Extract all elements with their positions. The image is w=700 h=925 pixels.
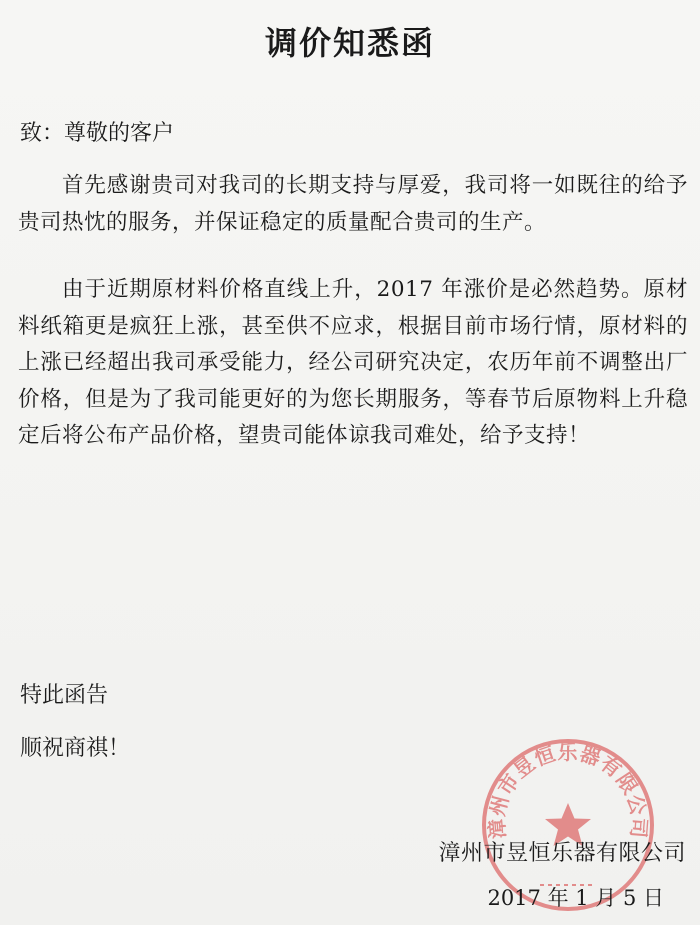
document-title: 调价知悉函 [264,24,435,62]
company-name: 漳州市昱恒乐器有限公司 [438,841,686,866]
letter-date: 2017 年 1 月 5 日 [487,886,664,910]
closing-regards: 顺祝商祺！ [20,736,131,761]
salutation: 致：尊敬的客户 [20,121,175,146]
paragraph-gratitude: 首先感谢贵司对我司的长期支持与厚爱，我司将一如既往的给予贵司热忱的服务，并保证稳定的质量配合贵司的生产。 [18,173,688,235]
paragraph-price-notice: 由于近期原材料价格直线上升，2017 年涨价是必然趋势。原材料纸箱更是疯狂上涨，甚至供不应求，根据目前市场行情，原材料的上涨已经超出我司承受能力，经公司研究决定，农历年前不调整出厂价格，但是为了我司能更好的为您长期服务，等春节后原物料上升稳定后将公布产品价格，望贵司能体谅我司难处，给予支持！ [18,277,688,448]
seal-text: 漳州市昱恒乐器有限公司 [484,740,652,840]
closing-notice: 特此函告 [20,683,109,708]
